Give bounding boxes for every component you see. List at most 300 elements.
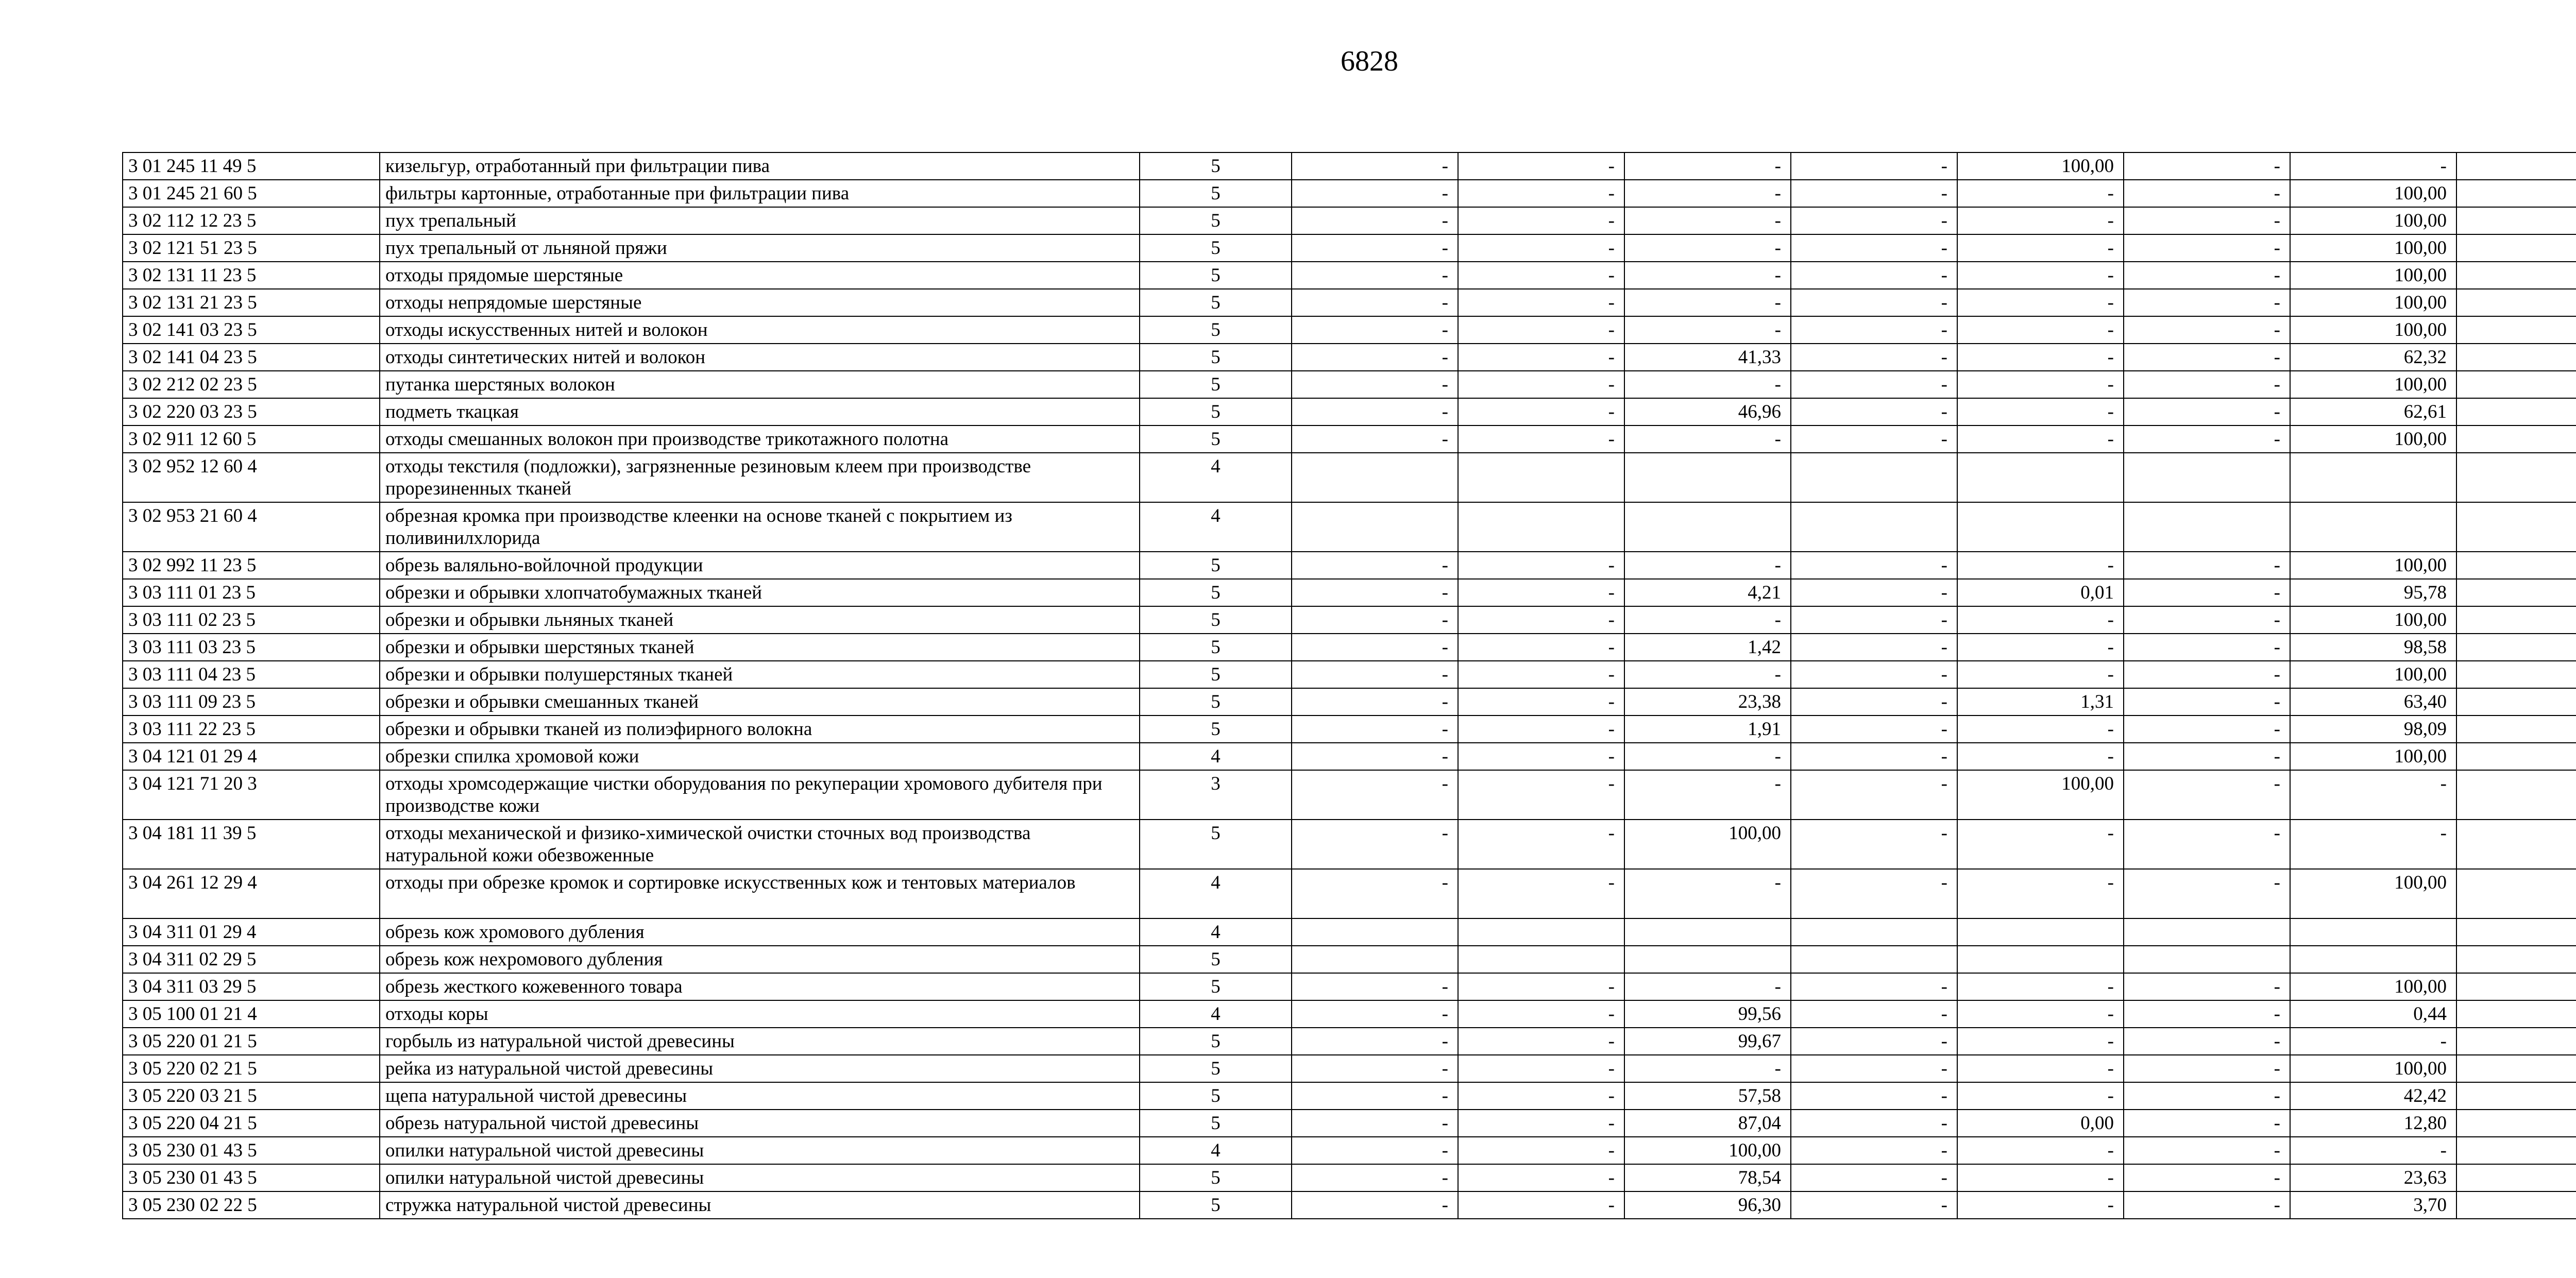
value-cell-2: - xyxy=(1458,1055,1624,1082)
hazard-class-cell: 5 xyxy=(1140,688,1292,715)
value-cell-3: - xyxy=(1624,425,1791,453)
hazard-class-cell: 5 xyxy=(1140,152,1292,180)
value-cell-4: - xyxy=(1791,316,1957,344)
value-cell-5: - xyxy=(1957,316,2124,344)
hazard-class-cell: 5 xyxy=(1140,579,1292,606)
value-cell-6: - xyxy=(2124,661,2290,688)
value-cell-3: 23,38 xyxy=(1624,688,1791,715)
hazard-class-cell: 5 xyxy=(1140,1028,1292,1055)
value-cell-2: - xyxy=(1458,398,1624,425)
value-cell-5: - xyxy=(1957,1000,2124,1028)
table-row xyxy=(123,1191,2576,1219)
table-row xyxy=(123,661,2576,688)
value-cell-4: - xyxy=(1791,1137,1957,1164)
waste-name-cell: отходы механической и физико-химической очистки сточных вод производства натуральной кожи обезвоженные xyxy=(380,820,1140,869)
value-cell-2: - xyxy=(1458,688,1624,715)
value-cell-3: 99,56 xyxy=(1624,1000,1791,1028)
waste-code-cell: 3 04 311 02 29 5 xyxy=(123,946,380,973)
value-cell-6: - xyxy=(2124,606,2290,634)
table-row xyxy=(123,820,2576,869)
value-cell-4: - xyxy=(1791,289,1957,316)
value-cell-3: - xyxy=(1624,661,1791,688)
waste-name-cell: стружка натуральной чистой древесины xyxy=(380,1191,1140,1219)
value-cell-3: 57,58 xyxy=(1624,1082,1791,1110)
value-cell-5: - xyxy=(1957,634,2124,661)
table-row xyxy=(123,180,2576,207)
value-cell-6: - xyxy=(2124,316,2290,344)
value-cell-5: - xyxy=(1957,180,2124,207)
value-cell-1 xyxy=(1292,502,1458,552)
table-row xyxy=(123,946,2576,973)
value-cell-4: - xyxy=(1791,425,1957,453)
waste-name-cell: отходы коры xyxy=(380,1000,1140,1028)
table-row xyxy=(123,1137,2576,1164)
hazard-class-cell: 5 xyxy=(1140,1164,1292,1191)
value-cell-5 xyxy=(1957,502,2124,552)
hazard-class-cell: 4 xyxy=(1140,1137,1292,1164)
value-cell-1 xyxy=(1292,453,1458,502)
value-cell-8 xyxy=(2456,1055,2576,1082)
waste-code-cell: 3 01 245 11 49 5 xyxy=(123,152,380,180)
value-cell-8 xyxy=(2456,502,2576,552)
waste-name-cell: отходы хромсодержащие чистки оборудования по рекуперации хромового дубителя при производстве кожи xyxy=(380,770,1140,820)
value-cell-8 xyxy=(2456,344,2576,371)
value-cell-1: - xyxy=(1292,688,1458,715)
value-cell-4: - xyxy=(1791,1191,1957,1219)
value-cell-6: - xyxy=(2124,207,2290,234)
waste-name-cell: обрезки и обрывки смешанных тканей xyxy=(380,688,1140,715)
table-row xyxy=(123,1028,2576,1055)
value-cell-6: - xyxy=(2124,1028,2290,1055)
value-cell-5 xyxy=(1957,946,2124,973)
value-cell-8 xyxy=(2456,316,2576,344)
waste-name-cell: обрезь кож нехромового дубления xyxy=(380,946,1140,973)
table-row xyxy=(123,344,2576,371)
value-cell-7: 100,00 xyxy=(2290,316,2456,344)
value-cell-8 xyxy=(2456,918,2576,946)
value-cell-1: - xyxy=(1292,634,1458,661)
waste-name-cell: обрезь кож хромового дубления xyxy=(380,918,1140,946)
value-cell-7: 62,61 xyxy=(2290,398,2456,425)
value-cell-2: - xyxy=(1458,1028,1624,1055)
waste-table xyxy=(122,152,2576,1219)
value-cell-6 xyxy=(2124,918,2290,946)
waste-code-cell: 3 02 112 12 23 5 xyxy=(123,207,380,234)
waste-code-cell: 3 04 261 12 29 4 xyxy=(123,869,380,918)
waste-code-cell: 3 04 311 01 29 4 xyxy=(123,918,380,946)
value-cell-2: - xyxy=(1458,152,1624,180)
value-cell-1: - xyxy=(1292,606,1458,634)
waste-name-cell: щепа натуральной чистой древесины xyxy=(380,1082,1140,1110)
value-cell-6 xyxy=(2124,946,2290,973)
value-cell-2: - xyxy=(1458,234,1624,262)
value-cell-4: - xyxy=(1791,371,1957,398)
value-cell-1: - xyxy=(1292,180,1458,207)
value-cell-8 xyxy=(2456,398,2576,425)
value-cell-4: - xyxy=(1791,606,1957,634)
value-cell-2: - xyxy=(1458,1137,1624,1164)
value-cell-8 xyxy=(2456,1000,2576,1028)
hazard-class-cell: 5 xyxy=(1140,316,1292,344)
waste-name-cell: отходы при обрезке кромок и сортировке искусственных кож и тентовых материалов xyxy=(380,869,1140,918)
waste-name-cell: обрезки и обрывки шерстяных тканей xyxy=(380,634,1140,661)
value-cell-6: - xyxy=(2124,289,2290,316)
value-cell-3: - xyxy=(1624,262,1791,289)
value-cell-7: 100,00 xyxy=(2290,234,2456,262)
value-cell-4: - xyxy=(1791,661,1957,688)
value-cell-1: - xyxy=(1292,1191,1458,1219)
hazard-class-cell: 4 xyxy=(1140,743,1292,770)
value-cell-1 xyxy=(1292,918,1458,946)
waste-code-cell: 3 02 131 21 23 5 xyxy=(123,289,380,316)
value-cell-5 xyxy=(1957,918,2124,946)
value-cell-4: - xyxy=(1791,1000,1957,1028)
value-cell-3: - xyxy=(1624,371,1791,398)
value-cell-3: 100,00 xyxy=(1624,1137,1791,1164)
value-cell-4: - xyxy=(1791,715,1957,743)
value-cell-2: - xyxy=(1458,1082,1624,1110)
value-cell-5: - xyxy=(1957,262,2124,289)
value-cell-7: 100,00 xyxy=(2290,289,2456,316)
waste-code-cell: 3 04 181 11 39 5 xyxy=(123,820,380,869)
value-cell-4: - xyxy=(1791,973,1957,1000)
table-row xyxy=(123,453,2576,502)
value-cell-2 xyxy=(1458,946,1624,973)
waste-code-cell: 3 02 911 12 60 5 xyxy=(123,425,380,453)
waste-name-cell: фильтры картонные, отработанные при фильтрации пива xyxy=(380,180,1140,207)
value-cell-7: 63,40 xyxy=(2290,688,2456,715)
hazard-class-cell: 3 xyxy=(1140,770,1292,820)
waste-code-cell: 3 03 111 02 23 5 xyxy=(123,606,380,634)
waste-name-cell: обрезки и обрывки полушерстяных тканей xyxy=(380,661,1140,688)
table-row xyxy=(123,152,2576,180)
value-cell-4: - xyxy=(1791,1028,1957,1055)
value-cell-7: 100,00 xyxy=(2290,180,2456,207)
value-cell-8 xyxy=(2456,453,2576,502)
value-cell-8 xyxy=(2456,869,2576,918)
value-cell-7: 100,00 xyxy=(2290,661,2456,688)
waste-name-cell: обрезная кромка при производстве клеенки на основе тканей с покрытием из поливинилхлорида xyxy=(380,502,1140,552)
value-cell-7: 3,70 xyxy=(2290,1191,2456,1219)
value-cell-7: 62,32 xyxy=(2290,344,2456,371)
hazard-class-cell: 5 xyxy=(1140,398,1292,425)
waste-code-cell: 3 03 111 09 23 5 xyxy=(123,688,380,715)
value-cell-1: - xyxy=(1292,316,1458,344)
value-cell-4: - xyxy=(1791,634,1957,661)
value-cell-4: - xyxy=(1791,344,1957,371)
value-cell-5: - xyxy=(1957,1164,2124,1191)
value-cell-6: - xyxy=(2124,234,2290,262)
value-cell-5: - xyxy=(1957,425,2124,453)
value-cell-7: 95,78 xyxy=(2290,579,2456,606)
value-cell-5: - xyxy=(1957,1137,2124,1164)
value-cell-2: - xyxy=(1458,552,1624,579)
value-cell-8 xyxy=(2456,1191,2576,1219)
value-cell-4: - xyxy=(1791,869,1957,918)
hazard-class-cell: 5 xyxy=(1140,371,1292,398)
table-row xyxy=(123,1000,2576,1028)
waste-code-cell: 3 03 111 04 23 5 xyxy=(123,661,380,688)
waste-code-cell: 3 05 230 01 43 5 xyxy=(123,1164,380,1191)
value-cell-8 xyxy=(2456,579,2576,606)
table-row xyxy=(123,869,2576,918)
waste-name-cell: обрезь жесткого кожевенного товара xyxy=(380,973,1140,1000)
waste-name-cell: отходы непрядомые шерстяные xyxy=(380,289,1140,316)
value-cell-8 xyxy=(2456,1164,2576,1191)
table-row xyxy=(123,207,2576,234)
waste-code-cell: 3 02 220 03 23 5 xyxy=(123,398,380,425)
waste-code-cell: 3 05 220 04 21 5 xyxy=(123,1110,380,1137)
value-cell-6: - xyxy=(2124,180,2290,207)
value-cell-4: - xyxy=(1791,180,1957,207)
value-cell-2: - xyxy=(1458,973,1624,1000)
value-cell-6: - xyxy=(2124,1082,2290,1110)
table-row xyxy=(123,973,2576,1000)
value-cell-8 xyxy=(2456,425,2576,453)
waste-name-cell: отходы текстиля (подложки), загрязненные резиновым клеем при производстве прорезиненных тканей xyxy=(380,453,1140,502)
waste-code-cell: 3 05 100 01 21 4 xyxy=(123,1000,380,1028)
value-cell-8 xyxy=(2456,634,2576,661)
value-cell-7: 23,63 xyxy=(2290,1164,2456,1191)
value-cell-4: - xyxy=(1791,1055,1957,1082)
value-cell-2: - xyxy=(1458,180,1624,207)
hazard-class-cell: 4 xyxy=(1140,502,1292,552)
value-cell-8 xyxy=(2456,661,2576,688)
value-cell-6: - xyxy=(2124,1137,2290,1164)
value-cell-6: - xyxy=(2124,715,2290,743)
value-cell-4: - xyxy=(1791,398,1957,425)
table-row xyxy=(123,770,2576,820)
value-cell-3: 1,91 xyxy=(1624,715,1791,743)
value-cell-3: 78,54 xyxy=(1624,1164,1791,1191)
waste-code-cell: 3 02 121 51 23 5 xyxy=(123,234,380,262)
value-cell-2: - xyxy=(1458,579,1624,606)
value-cell-2: - xyxy=(1458,425,1624,453)
waste-name-cell: путанка шерстяных волокон xyxy=(380,371,1140,398)
value-cell-8 xyxy=(2456,371,2576,398)
value-cell-3: 1,42 xyxy=(1624,634,1791,661)
value-cell-7: 98,09 xyxy=(2290,715,2456,743)
hazard-class-cell: 5 xyxy=(1140,606,1292,634)
value-cell-6: - xyxy=(2124,344,2290,371)
table-row xyxy=(123,1164,2576,1191)
value-cell-5: - xyxy=(1957,1082,2124,1110)
value-cell-5: - xyxy=(1957,661,2124,688)
value-cell-2: - xyxy=(1458,820,1624,869)
value-cell-8 xyxy=(2456,973,2576,1000)
value-cell-3 xyxy=(1624,918,1791,946)
value-cell-1: - xyxy=(1292,152,1458,180)
value-cell-2: - xyxy=(1458,289,1624,316)
value-cell-7: - xyxy=(2290,770,2456,820)
value-cell-5: 100,00 xyxy=(1957,152,2124,180)
value-cell-8 xyxy=(2456,234,2576,262)
waste-code-cell: 3 02 131 11 23 5 xyxy=(123,262,380,289)
value-cell-4 xyxy=(1791,918,1957,946)
value-cell-2: - xyxy=(1458,1000,1624,1028)
value-cell-8 xyxy=(2456,606,2576,634)
waste-name-cell: опилки натуральной чистой древесины xyxy=(380,1137,1140,1164)
value-cell-7: 100,00 xyxy=(2290,262,2456,289)
hazard-class-cell: 5 xyxy=(1140,946,1292,973)
hazard-class-cell: 5 xyxy=(1140,973,1292,1000)
value-cell-5: - xyxy=(1957,344,2124,371)
value-cell-1: - xyxy=(1292,289,1458,316)
value-cell-8 xyxy=(2456,820,2576,869)
waste-code-cell: 3 04 311 03 29 5 xyxy=(123,973,380,1000)
value-cell-6: - xyxy=(2124,579,2290,606)
value-cell-2: - xyxy=(1458,207,1624,234)
value-cell-1: - xyxy=(1292,1000,1458,1028)
waste-name-cell: пух трепальный от льняной пряжи xyxy=(380,234,1140,262)
value-cell-3: - xyxy=(1624,606,1791,634)
value-cell-7 xyxy=(2290,453,2456,502)
value-cell-6 xyxy=(2124,453,2290,502)
value-cell-5: 100,00 xyxy=(1957,770,2124,820)
value-cell-6: - xyxy=(2124,262,2290,289)
value-cell-1: - xyxy=(1292,1164,1458,1191)
waste-name-cell: отходы прядомые шерстяные xyxy=(380,262,1140,289)
value-cell-7: - xyxy=(2290,820,2456,869)
table-row xyxy=(123,262,2576,289)
waste-name-cell: обрезки и обрывки льняных тканей xyxy=(380,606,1140,634)
value-cell-2: - xyxy=(1458,262,1624,289)
hazard-class-cell: 5 xyxy=(1140,234,1292,262)
value-cell-1: - xyxy=(1292,1028,1458,1055)
value-cell-6: - xyxy=(2124,743,2290,770)
value-cell-5: - xyxy=(1957,820,2124,869)
hazard-class-cell: 5 xyxy=(1140,180,1292,207)
hazard-class-cell: 5 xyxy=(1140,661,1292,688)
value-cell-3: - xyxy=(1624,1055,1791,1082)
value-cell-6: - xyxy=(2124,634,2290,661)
value-cell-6: - xyxy=(2124,552,2290,579)
value-cell-4: - xyxy=(1791,579,1957,606)
value-cell-8 xyxy=(2456,715,2576,743)
value-cell-1: - xyxy=(1292,869,1458,918)
value-cell-3: - xyxy=(1624,289,1791,316)
value-cell-8 xyxy=(2456,1137,2576,1164)
value-cell-4 xyxy=(1791,502,1957,552)
value-cell-2: - xyxy=(1458,1164,1624,1191)
value-cell-4: - xyxy=(1791,743,1957,770)
value-cell-1: - xyxy=(1292,1137,1458,1164)
hazard-class-cell: 5 xyxy=(1140,1055,1292,1082)
value-cell-6: - xyxy=(2124,1000,2290,1028)
value-cell-1: - xyxy=(1292,371,1458,398)
table-row xyxy=(123,425,2576,453)
value-cell-2: - xyxy=(1458,661,1624,688)
value-cell-8 xyxy=(2456,688,2576,715)
value-cell-7: 100,00 xyxy=(2290,425,2456,453)
value-cell-5: - xyxy=(1957,973,2124,1000)
waste-code-cell: 3 02 212 02 23 5 xyxy=(123,371,380,398)
waste-code-cell: 3 04 121 01 29 4 xyxy=(123,743,380,770)
value-cell-1: - xyxy=(1292,820,1458,869)
waste-name-cell: опилки натуральной чистой древесины xyxy=(380,1164,1140,1191)
value-cell-3: 96,30 xyxy=(1624,1191,1791,1219)
value-cell-4: - xyxy=(1791,1110,1957,1137)
value-cell-8 xyxy=(2456,1110,2576,1137)
waste-code-cell: 3 05 220 03 21 5 xyxy=(123,1082,380,1110)
hazard-class-cell: 4 xyxy=(1140,453,1292,502)
table-row xyxy=(123,552,2576,579)
value-cell-7: 100,00 xyxy=(2290,743,2456,770)
waste-name-cell: рейка из натуральной чистой древесины xyxy=(380,1055,1140,1082)
value-cell-1: - xyxy=(1292,973,1458,1000)
value-cell-1: - xyxy=(1292,344,1458,371)
value-cell-8 xyxy=(2456,946,2576,973)
value-cell-2: - xyxy=(1458,869,1624,918)
value-cell-7: 42,42 xyxy=(2290,1082,2456,1110)
value-cell-5: - xyxy=(1957,289,2124,316)
value-cell-5 xyxy=(1957,453,2124,502)
value-cell-6: - xyxy=(2124,1191,2290,1219)
value-cell-8 xyxy=(2456,1082,2576,1110)
waste-code-cell: 3 05 220 02 21 5 xyxy=(123,1055,380,1082)
value-cell-4 xyxy=(1791,946,1957,973)
value-cell-7: 100,00 xyxy=(2290,869,2456,918)
value-cell-7: 0,44 xyxy=(2290,1000,2456,1028)
table-row xyxy=(123,371,2576,398)
value-cell-2: - xyxy=(1458,743,1624,770)
value-cell-5: 0,00 xyxy=(1957,1110,2124,1137)
value-cell-7: - xyxy=(2290,1028,2456,1055)
value-cell-5: - xyxy=(1957,234,2124,262)
value-cell-6: - xyxy=(2124,770,2290,820)
waste-name-cell: пух трепальный xyxy=(380,207,1140,234)
value-cell-7 xyxy=(2290,946,2456,973)
value-cell-7: 12,80 xyxy=(2290,1110,2456,1137)
value-cell-6: - xyxy=(2124,152,2290,180)
table-row xyxy=(123,1110,2576,1137)
waste-name-cell: обрезь натуральной чистой древесины xyxy=(380,1110,1140,1137)
value-cell-1: - xyxy=(1292,743,1458,770)
value-cell-1: - xyxy=(1292,262,1458,289)
value-cell-3: - xyxy=(1624,869,1791,918)
value-cell-3: - xyxy=(1624,316,1791,344)
value-cell-7: 100,00 xyxy=(2290,552,2456,579)
value-cell-3: - xyxy=(1624,973,1791,1000)
value-cell-2 xyxy=(1458,918,1624,946)
value-cell-4: - xyxy=(1791,262,1957,289)
value-cell-1: - xyxy=(1292,579,1458,606)
hazard-class-cell: 5 xyxy=(1140,289,1292,316)
table-body xyxy=(123,152,2576,1219)
value-cell-6: - xyxy=(2124,1055,2290,1082)
value-cell-3 xyxy=(1624,502,1791,552)
waste-name-cell: отходы искусственных нитей и волокон xyxy=(380,316,1140,344)
value-cell-4: - xyxy=(1791,770,1957,820)
value-cell-5: - xyxy=(1957,715,2124,743)
waste-code-cell: 3 02 953 21 60 4 xyxy=(123,502,380,552)
value-cell-5: - xyxy=(1957,371,2124,398)
waste-name-cell: кизельгур, отработанный при фильтрации пива xyxy=(380,152,1140,180)
table-row xyxy=(123,579,2576,606)
value-cell-7: 100,00 xyxy=(2290,207,2456,234)
value-cell-2: - xyxy=(1458,606,1624,634)
value-cell-3: 41,33 xyxy=(1624,344,1791,371)
waste-code-cell: 3 02 952 12 60 4 xyxy=(123,453,380,502)
value-cell-2 xyxy=(1458,502,1624,552)
value-cell-5: - xyxy=(1957,1191,2124,1219)
value-cell-5: - xyxy=(1957,207,2124,234)
value-cell-4: - xyxy=(1791,552,1957,579)
value-cell-8 xyxy=(2456,770,2576,820)
table-row xyxy=(123,606,2576,634)
value-cell-1: - xyxy=(1292,207,1458,234)
value-cell-1: - xyxy=(1292,661,1458,688)
